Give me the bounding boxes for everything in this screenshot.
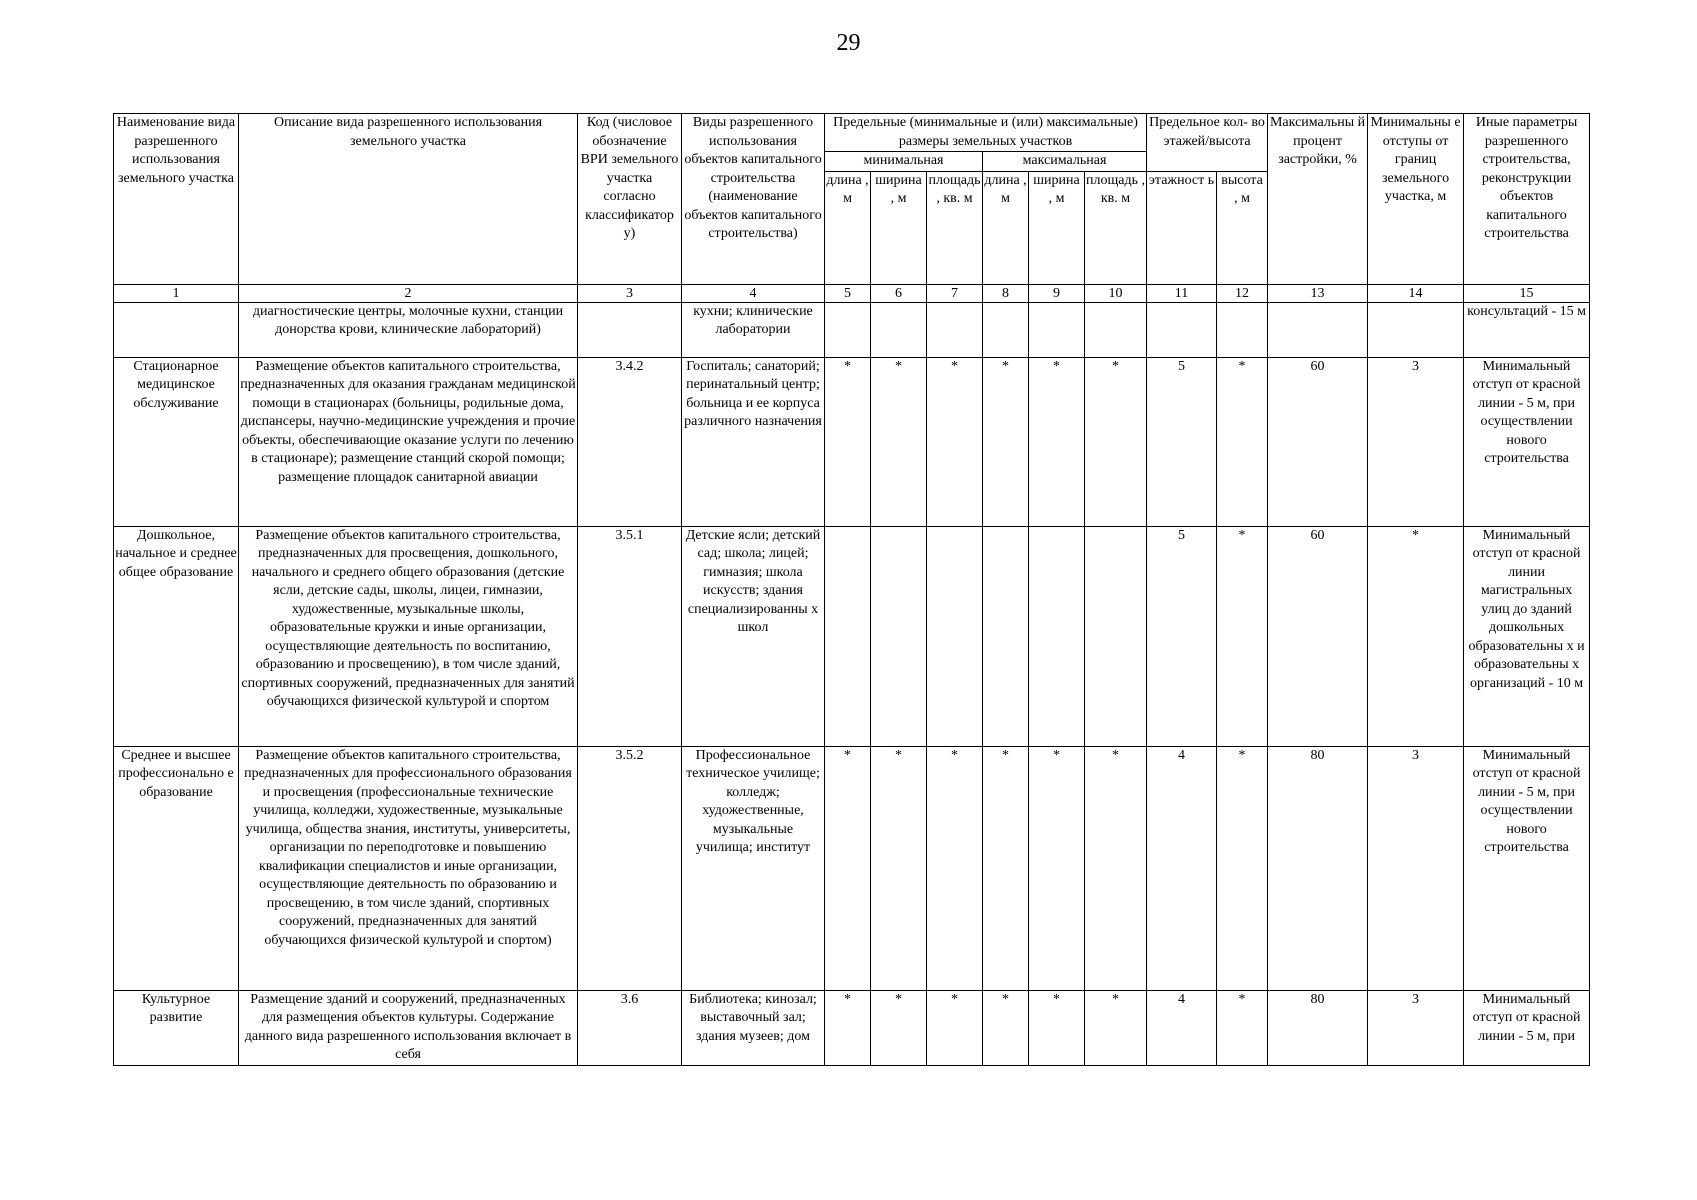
cell-max-build: 60 — [1268, 357, 1368, 526]
cell-min-setbacks — [1368, 302, 1464, 357]
cell-name: Дошкольное, начальное и среднее общее образование — [114, 526, 239, 746]
cell-max-build — [1268, 302, 1368, 357]
cell-min-width — [871, 302, 927, 357]
column-number: 12 — [1217, 284, 1268, 302]
cell-min-length: * — [825, 357, 871, 526]
cell-max-area: * — [1085, 746, 1147, 990]
header-min-area: площадь , кв. м — [927, 171, 983, 284]
cell-description: Размещение зданий и сооружений, предназначенных для размещения объектов культуры. Содержание данного вида разрешенного использования включает в себя — [239, 990, 578, 1065]
cell-max-length: * — [983, 746, 1029, 990]
header-code: Код (числовое обозначение ВРИ земельного участка согласно классификатор у) — [578, 114, 682, 285]
column-number: 8 — [983, 284, 1029, 302]
column-number: 2 — [239, 284, 578, 302]
cell-capital-objects: Библиотека; кинозал; выставочный зал; здания музеев; дом — [682, 990, 825, 1065]
cell-name: Среднее и высшее профессионально е образование — [114, 746, 239, 990]
cell-min-setbacks: 3 — [1368, 990, 1464, 1065]
cell-max-area — [1085, 302, 1147, 357]
cell-min-setbacks: 3 — [1368, 357, 1464, 526]
cell-max-build: 80 — [1268, 990, 1368, 1065]
column-number: 6 — [871, 284, 927, 302]
cell-min-area — [927, 302, 983, 357]
column-number: 10 — [1085, 284, 1147, 302]
column-number: 1 — [114, 284, 239, 302]
table-row — [114, 357, 1590, 526]
cell-name: Культурное развитие — [114, 990, 239, 1065]
cell-capital-objects: кухни; клинические лаборатории — [682, 302, 825, 357]
cell-capital-objects: Детские ясли; детский сад; школа; лицей; гимназия; школа искусств; здания специализированны х школ — [682, 526, 825, 746]
header-max-width: ширина , м — [1029, 171, 1085, 284]
cell-min-area: * — [927, 990, 983, 1065]
cell-min-width: * — [871, 357, 927, 526]
cell-min-width: * — [871, 990, 927, 1065]
cell-floors: 5 — [1147, 526, 1217, 746]
cell-code: 3.6 — [578, 990, 682, 1065]
cell-min-length: * — [825, 990, 871, 1065]
cell-min-area: * — [927, 746, 983, 990]
table-row — [114, 526, 1590, 746]
column-number: 13 — [1268, 284, 1368, 302]
column-number: 4 — [682, 284, 825, 302]
cell-name — [114, 302, 239, 357]
cell-height: * — [1217, 746, 1268, 990]
cell-min-setbacks: * — [1368, 526, 1464, 746]
cell-max-width — [1029, 526, 1085, 746]
column-number-row — [114, 284, 1590, 302]
cell-max-width — [1029, 302, 1085, 357]
header-min-width: ширина , м — [871, 171, 927, 284]
column-number: 15 — [1464, 284, 1590, 302]
cell-code: 3.4.2 — [578, 357, 682, 526]
cell-max-width: * — [1029, 746, 1085, 990]
table-row — [114, 302, 1590, 357]
cell-other-params: Минимальный отступ от красной линии - 5 м, при осуществлении нового строительства — [1464, 357, 1590, 526]
cell-max-area: * — [1085, 357, 1147, 526]
cell-min-area — [927, 526, 983, 746]
header-min-setbacks: Минимальны е отступы от границ земельного участка, м — [1368, 114, 1464, 285]
header-height: высота , м — [1217, 171, 1268, 284]
cell-floors: 4 — [1147, 746, 1217, 990]
header-min: минимальная — [825, 152, 983, 172]
cell-height — [1217, 302, 1268, 357]
header-description: Описание вида разрешенного использования земельного участка — [239, 114, 578, 285]
cell-other-params: Минимальный отступ от красной линии - 5 м, при — [1464, 990, 1590, 1065]
header-name: Наименование вида разрешенного использования земельного участка — [114, 114, 239, 285]
cell-description: Размещение объектов капитального строительства, предназначенных для профессионального образования и просвещения (профессиональные технические училища, колледжи, художественные, музыкальные училища, общества знания, институты, университеты, организации по переподготовке и повышению квалификации специалистов и иные организации, осуществляющие деятельность по образованию и просвещению, в том числе зданий, спортивных сооружений, предназначенных для занятий обучающихся физической культурой и спортом) — [239, 746, 578, 990]
column-number: 7 — [927, 284, 983, 302]
header-capital-objects: Виды разрешенного использования объектов капитального строительства (наименование объектов капитального строительства) — [682, 114, 825, 285]
header-plot-sizes: Предельные (минимальные и (или) максимальные) размеры земельных участков — [825, 114, 1147, 152]
cell-description: Размещение объектов капитального строительства, предназначенных для оказания гражданам медицинской помощи в стационарах (больницы, родильные дома, диспансеры, научно-медицинские учреждения и прочие объекты, обеспечивающие оказание услуги по лечению в стационаре); размещение станций скорой помощи; размещение площадок санитарной авиации — [239, 357, 578, 526]
cell-max-build: 60 — [1268, 526, 1368, 746]
cell-height: * — [1217, 357, 1268, 526]
cell-other-params: Минимальный отступ от красной линии магистральных улиц до зданий дошкольных образовательны х и образовательны х организаций - 10 м — [1464, 526, 1590, 746]
column-number: 5 — [825, 284, 871, 302]
cell-max-width: * — [1029, 357, 1085, 526]
table-row — [114, 990, 1590, 1065]
cell-code: 3.5.2 — [578, 746, 682, 990]
cell-min-setbacks: 3 — [1368, 746, 1464, 990]
header-max: максимальная — [983, 152, 1147, 172]
header-max-build: Максимальны й процент застройки, % — [1268, 114, 1368, 285]
cell-height: * — [1217, 990, 1268, 1065]
cell-min-length — [825, 526, 871, 746]
cell-min-width: * — [871, 746, 927, 990]
cell-code — [578, 302, 682, 357]
header-floors-height: Предельное кол- во этажей/высота — [1147, 114, 1268, 172]
cell-height: * — [1217, 526, 1268, 746]
cell-floors — [1147, 302, 1217, 357]
cell-min-length — [825, 302, 871, 357]
page-number: 29 — [836, 30, 861, 56]
cell-min-area: * — [927, 357, 983, 526]
cell-name: Стационарное медицинское обслуживание — [114, 357, 239, 526]
cell-max-area: * — [1085, 990, 1147, 1065]
column-number: 3 — [578, 284, 682, 302]
column-number: 14 — [1368, 284, 1464, 302]
cell-min-width — [871, 526, 927, 746]
cell-floors: 4 — [1147, 990, 1217, 1065]
column-number: 9 — [1029, 284, 1085, 302]
cell-max-area — [1085, 526, 1147, 746]
column-number: 11 — [1147, 284, 1217, 302]
cell-max-length: * — [983, 357, 1029, 526]
header-floors: этажност ь — [1147, 171, 1217, 284]
header-other-params: Иные параметры разрешенного строительства, реконструкции объектов капитального строительства — [1464, 114, 1590, 285]
header-min-length: длина , м — [825, 171, 871, 284]
cell-other-params: Минимальный отступ от красной линии - 5 м, при осуществлении нового строительства — [1464, 746, 1590, 990]
cell-floors: 5 — [1147, 357, 1217, 526]
header-max-length: длина , м — [983, 171, 1029, 284]
cell-code: 3.5.1 — [578, 526, 682, 746]
cell-description: Размещение объектов капитального строительства, предназначенных для просвещения, дошкольного, начального и среднего общего образования (детские ясли, детские сады, школы, лицеи, гимназии, художественные, музыкальные школы, образовательные кружки и иные организации, осуществляющие деятельность по воспитанию, образованию и просвещению), в том числе зданий, спортивных сооружений, предназначенных для занятий обучающихся физической культурой и спортом — [239, 526, 578, 746]
cell-other-params: консультаций - 15 м — [1464, 302, 1590, 357]
table-row — [114, 746, 1590, 990]
zoning-table — [113, 113, 1590, 1066]
cell-max-width: * — [1029, 990, 1085, 1065]
cell-min-length: * — [825, 746, 871, 990]
cell-capital-objects: Профессиональное техническое училище; колледж; художественные, музыкальные училища; институт — [682, 746, 825, 990]
cell-description: диагностические центры, молочные кухни, станции донорства крови, клинические лабораторий) — [239, 302, 578, 357]
header-max-area: площадь , кв. м — [1085, 171, 1147, 284]
cell-max-length: * — [983, 990, 1029, 1065]
cell-max-length — [983, 526, 1029, 746]
cell-max-length — [983, 302, 1029, 357]
cell-max-build: 80 — [1268, 746, 1368, 990]
cell-capital-objects: Госпиталь; санаторий; перинатальный центр; больница и ее корпуса различного назначения — [682, 357, 825, 526]
